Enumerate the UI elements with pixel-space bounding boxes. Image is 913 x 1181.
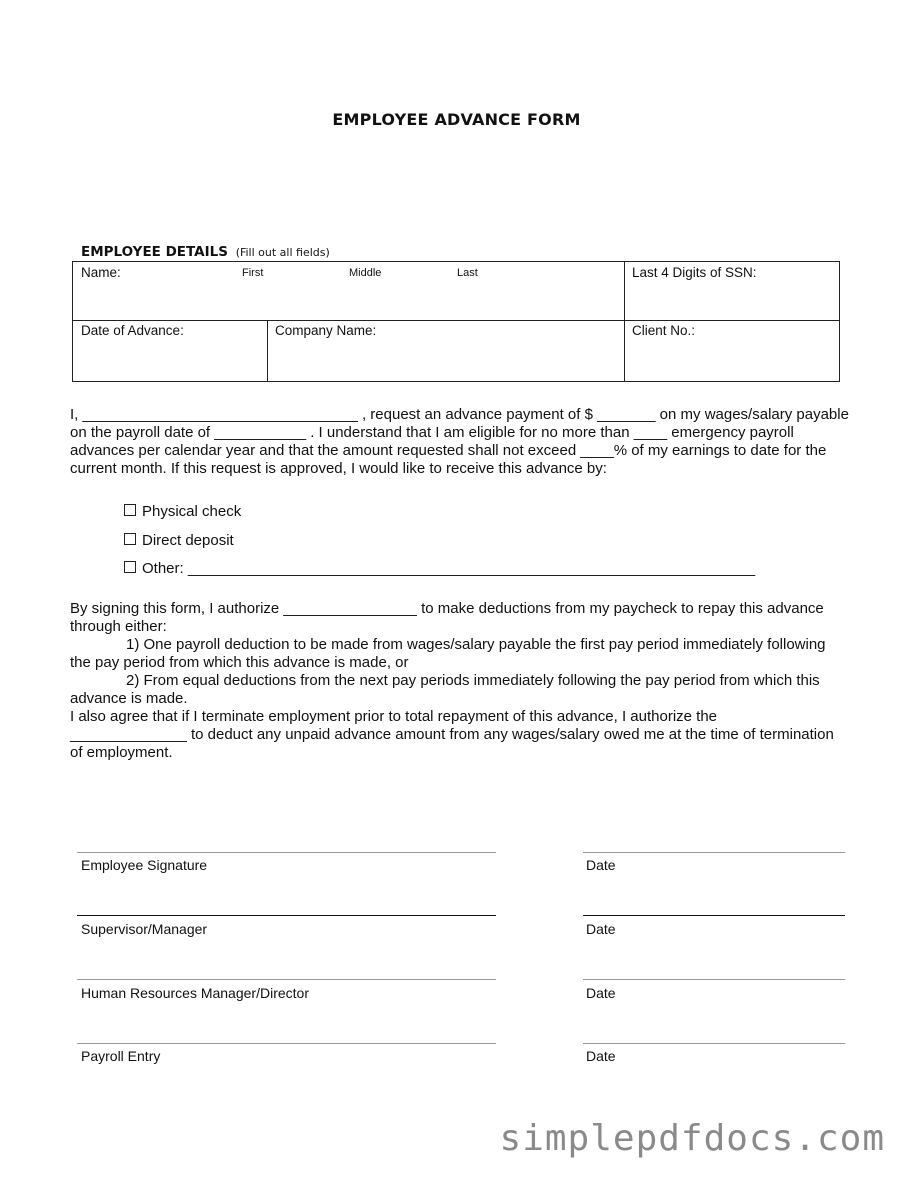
authorization-paragraph (70, 600, 850, 765)
employee-details-title: EMPLOYEE DETAILS (81, 244, 228, 260)
authorization-line: I also agree that if I terminate employment prior to total repayment of this advance, I authorize the (70, 708, 718, 725)
request-line: current month. If this request is approved, I would like to receive this advance by: (70, 460, 607, 477)
authorization-line: ______________ to deduct any unpaid advance amount from any wages/salary owed me at the time of termination (70, 726, 834, 743)
authorization-line: advance is made. (70, 690, 188, 707)
date-of-advance-label[interactable]: Date of Advance: (81, 323, 184, 338)
option-label: Direct deposit (142, 532, 234, 549)
option-label: Other: ____________________________________________________________________ (142, 560, 756, 577)
employee-details-heading (81, 244, 330, 260)
authorization-line: the pay period from which this advance is made, or (70, 654, 409, 671)
date-label: Date (586, 985, 616, 1001)
signature-line[interactable] (77, 979, 496, 980)
authorization-line: through either: (70, 618, 167, 635)
date-line[interactable] (583, 979, 845, 980)
employee-details-instruction: (Fill out all fields) (235, 246, 330, 259)
checkbox-icon[interactable] (124, 533, 136, 545)
payroll-entry-label: Payroll Entry (81, 1048, 161, 1064)
checkbox-icon[interactable] (124, 561, 136, 573)
table-row-divider (73, 320, 839, 321)
signature-line[interactable] (77, 1043, 496, 1044)
request-line: I, _________________________________ , request an advance payment of $ _______ on my wages/salary payable (70, 406, 849, 423)
checkbox-icon[interactable] (124, 504, 136, 516)
option-physical-check[interactable] (124, 503, 241, 520)
ssn-field-label[interactable]: Last 4 Digits of SSN: (632, 265, 757, 280)
date-label: Date (586, 857, 616, 873)
company-name-label[interactable]: Company Name: (275, 323, 377, 338)
date-line[interactable] (583, 915, 845, 916)
client-number-label[interactable]: Client No.: (632, 323, 696, 338)
table-column-divider (624, 262, 625, 381)
request-line: on the payroll date of ___________ . I understand that I am eligible for no more than ____ emergency payroll (70, 424, 794, 441)
authorization-line: 2) From equal deductions from the next pay periods immediately following the pay period from which this (126, 672, 820, 689)
employee-signature-label: Employee Signature (81, 857, 208, 873)
watermark: simplepdfdocs.com (499, 1118, 885, 1159)
date-label: Date (586, 921, 616, 937)
last-name-label: Last (457, 267, 478, 279)
authorization-line: By signing this form, I authorize ________________ to make deductions from my paycheck to repay this advance (70, 600, 824, 617)
table-column-divider (267, 320, 268, 381)
option-direct-deposit[interactable] (124, 532, 234, 549)
middle-name-label: Middle (349, 267, 382, 279)
authorization-line: of employment. (70, 744, 173, 761)
signature-line[interactable] (77, 915, 496, 916)
request-line: advances per calendar year and that the amount requested shall not exceed ____% of my earnings to date for the (70, 442, 827, 459)
date-line[interactable] (583, 1043, 845, 1044)
signature-line[interactable] (77, 852, 496, 853)
option-other[interactable] (124, 560, 755, 577)
request-paragraph (70, 406, 850, 486)
name-field-label[interactable]: Name: (81, 265, 121, 280)
date-label: Date (586, 1048, 616, 1064)
authorization-line: 1) One payroll deduction to be made from wages/salary payable the first pay period immediately following (126, 636, 826, 653)
date-line[interactable] (583, 852, 845, 853)
employee-details-table (72, 261, 840, 382)
form-title: EMPLOYEE ADVANCE FORM (332, 110, 581, 129)
option-label: Physical check (142, 503, 242, 520)
hr-signature-label: Human Resources Manager/Director (81, 985, 309, 1001)
supervisor-signature-label: Supervisor/Manager (81, 921, 208, 937)
first-name-label: First (242, 267, 264, 279)
